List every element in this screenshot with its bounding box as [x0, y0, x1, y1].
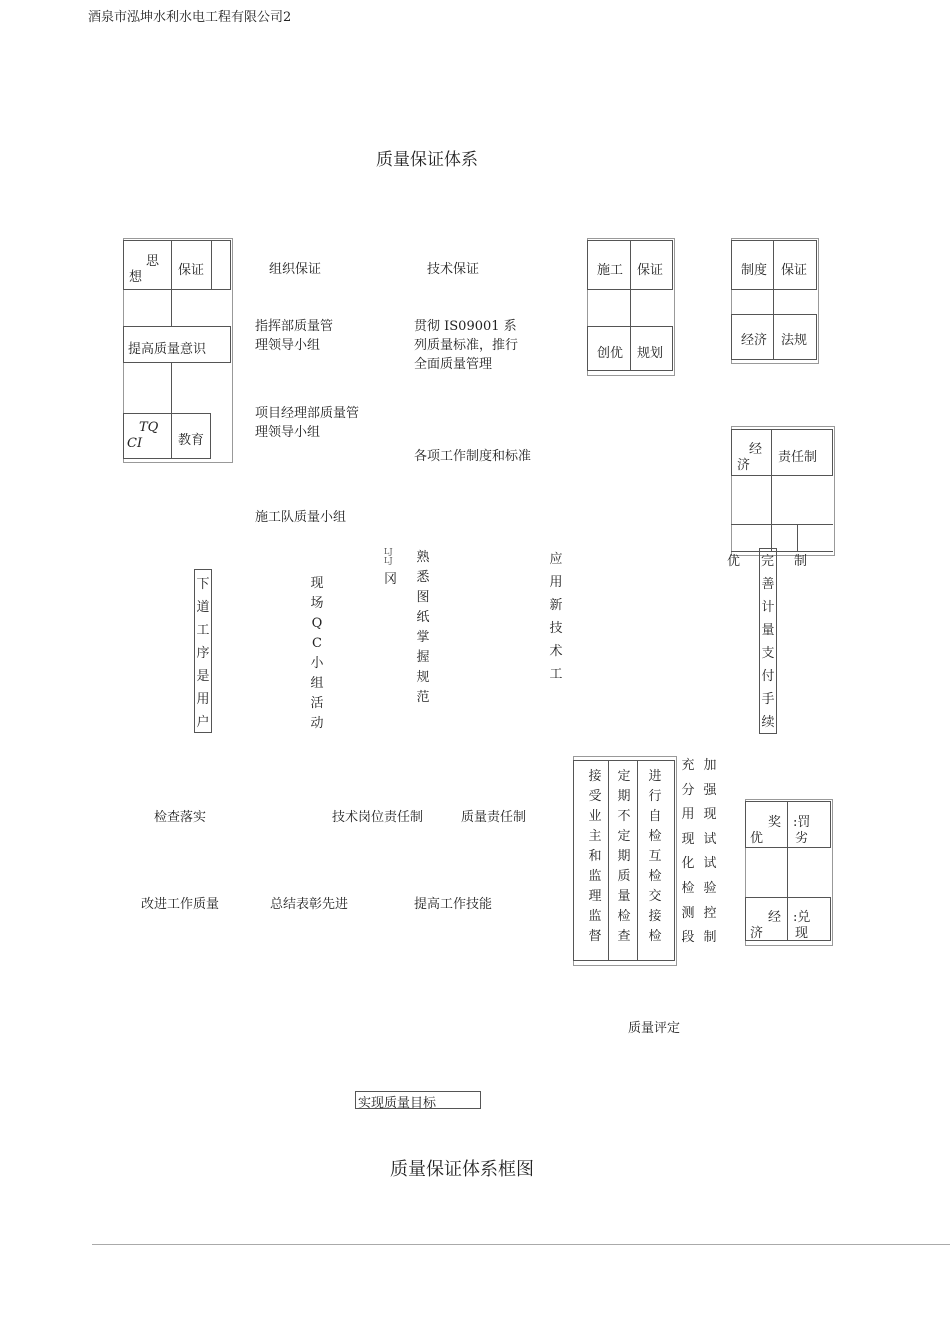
row2-b: 总结表彰先进: [270, 897, 349, 912]
system-b2: 法规: [781, 333, 808, 348]
inspect-c1: 接受业主和监理监督: [588, 769, 602, 944]
reward-a4: 劣: [795, 831, 809, 846]
thought-bot1: TQ: [139, 420, 159, 435]
construct-h2: 保证: [637, 263, 664, 278]
lj-gang: 冈: [384, 572, 398, 587]
reward-b3: :兑: [793, 910, 811, 925]
resp-e1: 经: [749, 442, 763, 457]
thought-h3: 保证: [178, 263, 205, 278]
reward-a3: :罚: [793, 815, 811, 830]
downstream-text: 下道工序是用户: [196, 577, 210, 730]
qc-activity-text: 现场QC小组活动: [310, 576, 324, 731]
construct-b2: 规划: [637, 346, 664, 361]
lj-mark: LJ: [384, 547, 393, 556]
resp-e3: 责任制: [778, 450, 818, 465]
you-char: 优: [727, 554, 741, 569]
zhi-char: 制: [794, 554, 808, 569]
row1-a: 检查落实: [154, 810, 207, 825]
reward-b1: 经: [768, 910, 782, 925]
system-h1: 制度: [741, 263, 768, 278]
reward-b4: 现: [795, 926, 809, 941]
measure-c1: 充分用现化检测段: [681, 758, 695, 946]
newtech-text: 应用新技术工: [549, 552, 563, 682]
quality-evaluation: 质量评定: [628, 1021, 681, 1036]
row2-c: 提高工作技能: [414, 897, 493, 912]
org-item3: 施工队质量小组: [255, 510, 347, 525]
goal-text: 实现质量目标: [358, 1096, 437, 1111]
org-item2: 项目经理部质量管理领导小组: [255, 406, 360, 440]
page-header: 酒泉市泓坤水利水电工程有限公司2: [88, 10, 292, 25]
inspect-c2: 定期不定期质量检查: [617, 769, 631, 944]
row2-a: 改进工作质量: [141, 897, 220, 912]
pay-text: 善计量支付手续: [761, 577, 775, 730]
reward-a2: 优: [750, 831, 764, 846]
row1-b: 技术岗位责任制: [332, 810, 424, 825]
tech-title: 技术保证: [427, 262, 480, 277]
thought-h2: 想: [129, 270, 143, 285]
wan-char: 完: [761, 554, 775, 569]
org-item1: 指挥部质量管理领导小组: [255, 319, 334, 353]
measure-c2: 加强现试试验控制: [703, 758, 717, 946]
reward-b2: 济: [750, 926, 764, 941]
diagram-caption: 质量保证体系框图: [390, 1159, 534, 1180]
thought-mid: 提高质量意识: [128, 342, 207, 357]
thought-h1: 思: [146, 254, 160, 269]
row1-c: 质量责任制: [461, 810, 527, 825]
construct-h1: 施工: [597, 263, 624, 278]
org-title: 组织保证: [269, 262, 322, 277]
diagram-title: 质量保证体系: [376, 150, 478, 170]
inspect-c3: 进行自检互检交接检: [648, 769, 662, 944]
thought-bot2: CI: [127, 436, 143, 451]
resp-e2: 济: [737, 458, 751, 473]
lj-mark-small: LJ: [384, 556, 393, 565]
drawing-text: 熟悉图纸掌握规范: [416, 550, 430, 705]
tech-item1: 贯彻 IS09001 系列质量标准，推行全面质量管理: [414, 319, 519, 372]
reward-a1: 奖: [768, 815, 782, 830]
construct-b1: 创优: [597, 346, 624, 361]
thought-bot3: 教育: [178, 433, 205, 448]
tech-item2: 各项工作制度和标准: [414, 449, 532, 464]
system-h2: 保证: [781, 263, 808, 278]
system-b1: 经济: [741, 333, 768, 348]
footer-divider: [92, 1244, 950, 1245]
